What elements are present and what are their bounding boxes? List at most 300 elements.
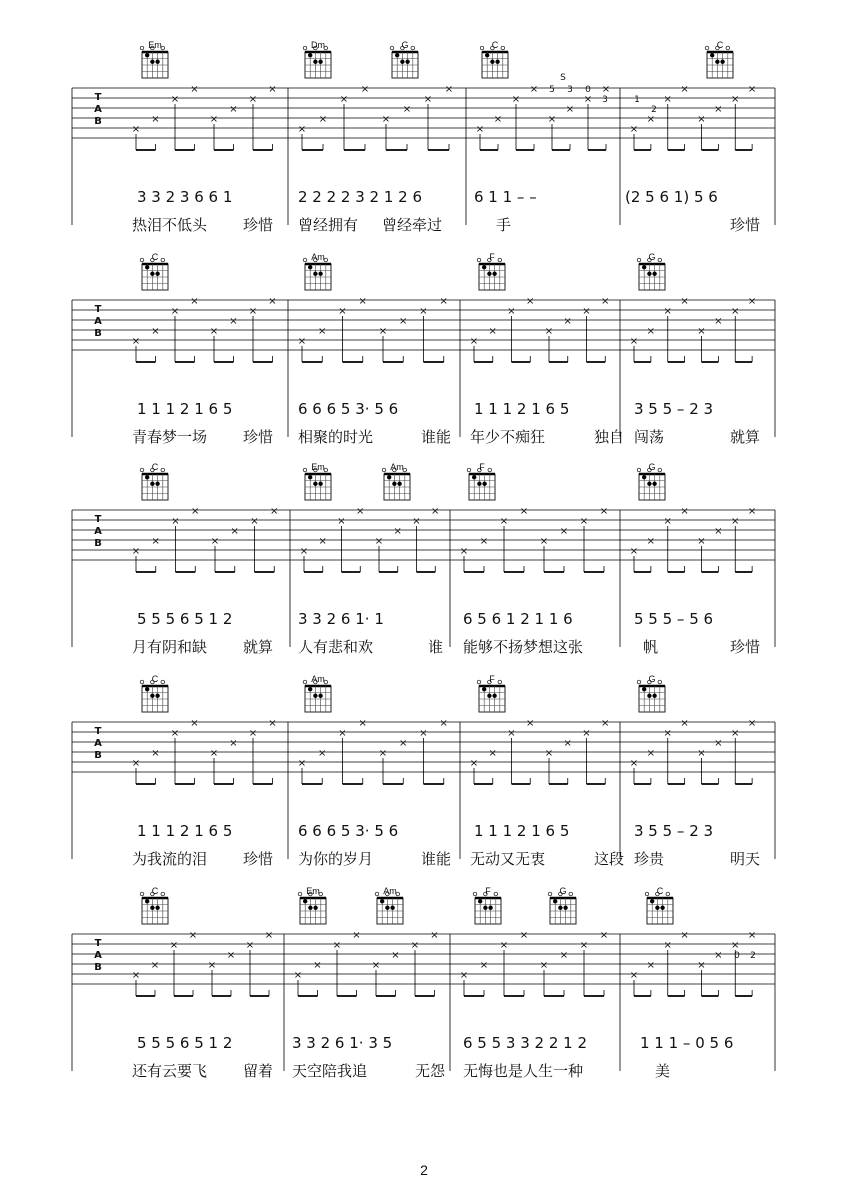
chord-dot: [150, 60, 154, 64]
tab-clef-a: A: [94, 950, 102, 961]
chord-dot: [145, 475, 149, 479]
tab-note: ×: [337, 516, 346, 527]
tab-note: ×: [563, 738, 572, 749]
tab-note: ×: [488, 326, 497, 337]
lyric: 明天: [730, 850, 761, 868]
lyric: 就算: [243, 638, 274, 656]
tab-note: ×: [412, 516, 421, 527]
chord-name: Am: [390, 462, 404, 472]
tab-note: ×: [299, 546, 309, 557]
system-2: [72, 252, 775, 446]
tab-note: ×: [583, 94, 593, 105]
open-string-mark: [477, 258, 481, 262]
tab-note: ×: [493, 114, 503, 125]
tab-note: ×: [579, 940, 589, 951]
lyric: 珍惜: [243, 428, 274, 446]
tab-clef-t: T: [94, 726, 102, 737]
tab-note: ×: [629, 758, 639, 769]
chord-dot: [715, 60, 719, 64]
chord-dot: [397, 482, 401, 486]
chord-dot: [660, 906, 664, 910]
tab-note: ×: [410, 940, 420, 951]
open-string-mark: [161, 258, 165, 262]
chord-dot: [155, 906, 159, 910]
tab-note: ×: [526, 718, 535, 729]
lyric: 珍惜: [243, 216, 274, 234]
chord-dot: [150, 694, 154, 698]
tab-note: ×: [697, 326, 706, 337]
open-string-mark: [645, 892, 649, 896]
chord-dot: [380, 899, 384, 903]
tab-note: ×: [747, 718, 757, 729]
tab-note: ×: [488, 748, 497, 759]
tab-note: ×: [318, 748, 327, 759]
open-string-mark: [658, 680, 662, 684]
tab-note: ×: [747, 84, 757, 95]
tab-note: ×: [475, 124, 485, 135]
tab-note: ×: [207, 960, 217, 971]
tab-clef-b: B: [94, 328, 102, 339]
tab-note: ×: [209, 326, 219, 337]
tab-note: ×: [565, 104, 575, 115]
tab-note: ×: [190, 296, 199, 307]
numbered-notation: 1 1 1 2 1 6 5: [474, 400, 570, 418]
tab-note: ×: [131, 970, 141, 981]
open-string-mark: [375, 892, 379, 896]
tab-fret-number: S: [560, 73, 566, 83]
tab-note: ×: [439, 296, 448, 307]
chord-name: C: [151, 886, 159, 896]
tab-fret-number: 2: [651, 105, 657, 115]
tab-note: ×: [539, 960, 549, 971]
chord-name: C: [151, 674, 159, 684]
tab-note: ×: [731, 516, 740, 527]
tab-note: ×: [714, 104, 723, 115]
open-string-mark: [548, 892, 552, 896]
tab-note: ×: [151, 326, 160, 337]
open-string-mark: [161, 680, 165, 684]
numbered-notation: 3 5 5 – 2 3: [634, 400, 714, 418]
open-string-mark: [303, 258, 307, 262]
tab-note: ×: [539, 536, 549, 547]
open-string-mark: [467, 468, 471, 472]
open-string-mark: [498, 680, 502, 684]
open-string-mark: [140, 468, 144, 472]
tab-note: ×: [559, 950, 569, 961]
open-string-mark: [390, 46, 394, 50]
lyric: 为你的岁月: [298, 850, 374, 868]
tab-note: ×: [714, 526, 723, 537]
tab-note: ×: [680, 930, 689, 941]
chord-dot: [387, 475, 391, 479]
tab-note: ×: [371, 960, 381, 971]
lyric: 珍惜: [730, 638, 761, 656]
lyric: 青春梦一场: [132, 428, 208, 446]
tab-note: ×: [170, 728, 180, 739]
open-string-mark: [298, 892, 302, 896]
tab-clef-t: T: [94, 304, 102, 315]
tab-note: ×: [352, 930, 361, 941]
tab-note: ×: [469, 336, 479, 347]
tab-note: ×: [444, 84, 454, 95]
tab-note: ×: [131, 546, 141, 557]
chord-dot: [155, 694, 159, 698]
tab-note: ×: [629, 546, 639, 557]
tab-note: ×: [459, 970, 469, 981]
open-string-mark: [382, 468, 386, 472]
open-string-mark: [488, 468, 492, 472]
lyric: 闯荡: [634, 428, 665, 446]
numbered-notation: 5 5 5 6 5 1 2: [137, 610, 233, 628]
tab-note: ×: [582, 306, 591, 317]
system-3: [72, 462, 775, 656]
tab-fret-number: 1: [634, 95, 640, 105]
tab-clef-a: A: [94, 738, 102, 749]
lyric: 无悔也是人生一种: [463, 1062, 584, 1080]
tab-note: ×: [697, 536, 706, 547]
tab-note: ×: [731, 940, 740, 951]
open-string-mark: [477, 680, 481, 684]
chord-dot: [150, 482, 154, 486]
chord-dot: [558, 906, 562, 910]
lyric: 相聚的时光: [298, 428, 374, 446]
open-string-mark: [480, 46, 484, 50]
chord-dot: [652, 482, 656, 486]
tab-clef-b: B: [94, 750, 102, 761]
open-string-mark: [140, 892, 144, 896]
chord-name: F: [485, 886, 491, 896]
tab-note: ×: [313, 960, 322, 971]
tab-note: ×: [170, 306, 180, 317]
chord-name: Am: [311, 252, 325, 262]
chord-dot: [720, 60, 724, 64]
tab-note: ×: [479, 960, 489, 971]
numbered-notation: 3 3 2 6 1· 1: [298, 610, 384, 628]
tab-clef-t: T: [94, 938, 102, 949]
chord-dot: [303, 899, 307, 903]
system-5: [72, 886, 775, 1080]
chord-dot: [313, 906, 317, 910]
tab-note: ×: [268, 296, 277, 307]
open-string-mark: [303, 468, 307, 472]
chord-dot: [477, 482, 481, 486]
tab-note: ×: [697, 748, 706, 759]
tab-note: ×: [547, 114, 557, 125]
tab-note: ×: [209, 114, 219, 125]
chord-name: F: [489, 674, 495, 684]
chord-dot: [642, 687, 646, 691]
tab-note: ×: [381, 114, 391, 125]
tab-note: ×: [599, 930, 609, 941]
chord-dot: [405, 60, 409, 64]
chord-dot: [308, 53, 312, 57]
tab-note: ×: [563, 316, 572, 327]
chord-name: C: [656, 886, 664, 896]
tab-note: ×: [601, 84, 611, 95]
numbered-notation: 2 2 2 2 3 2 1 2 6: [298, 188, 423, 206]
tab-note: ×: [526, 296, 535, 307]
chord-dot: [318, 694, 322, 698]
lyric: 帆: [643, 638, 659, 656]
open-string-mark: [498, 258, 502, 262]
numbered-notation: 3 5 5 – 2 3: [634, 822, 714, 840]
chord-name: F: [489, 252, 495, 262]
numbered-notation: 1 1 1 2 1 6 5: [137, 400, 233, 418]
chord-dot: [318, 482, 322, 486]
tab-note: ×: [646, 114, 656, 125]
tab-note: ×: [646, 326, 656, 337]
tab-note: ×: [579, 516, 589, 527]
lyric: 谁: [428, 638, 444, 656]
tab-note: ×: [393, 526, 402, 537]
tab-note: ×: [378, 326, 388, 337]
lyric: 就算: [730, 428, 761, 446]
tab-note: ×: [188, 930, 198, 941]
lyric: 无动又无衷: [470, 850, 546, 868]
chord-dot: [487, 272, 491, 276]
tab-note: ×: [747, 930, 757, 941]
open-string-mark: [140, 680, 144, 684]
tab-note: ×: [358, 718, 367, 729]
tab-note: ×: [268, 718, 277, 729]
tab-note: ×: [191, 506, 200, 517]
lyric: 手: [496, 216, 512, 234]
tab-note: ×: [268, 84, 277, 95]
tab-note: ×: [297, 758, 307, 769]
tab-note: ×: [629, 124, 639, 135]
tab-fret-number: 0: [585, 85, 591, 95]
tab-note: ×: [431, 506, 440, 517]
tab-note: ×: [150, 960, 160, 971]
numbered-notation: 5 5 5 – 5 6: [634, 610, 714, 628]
chord-dot: [483, 906, 487, 910]
lyric: 人有悲和欢: [298, 638, 374, 656]
lyric: 年少不痴狂: [470, 428, 546, 446]
tab-note: ×: [131, 124, 141, 135]
chord-dot: [318, 272, 322, 276]
tab-note: ×: [629, 970, 639, 981]
tab-note: ×: [663, 516, 672, 527]
tab-note: ×: [399, 316, 408, 327]
numbered-notation: 3 3 2 6 1· 3 5: [292, 1034, 393, 1052]
lyric: 月有阴和缺: [132, 638, 208, 656]
tab-note: ×: [430, 930, 439, 941]
tab-note: ×: [264, 930, 274, 941]
tab-note: ×: [544, 326, 554, 337]
tab-note: ×: [469, 758, 479, 769]
tab-note: ×: [131, 758, 141, 769]
chord-dot: [313, 60, 317, 64]
tab-note: ×: [229, 104, 238, 115]
tab-clef-a: A: [94, 316, 102, 327]
tab-note: ×: [519, 930, 529, 941]
chord-dot: [553, 899, 557, 903]
open-string-mark: [637, 258, 641, 262]
chord-dot: [308, 687, 312, 691]
open-string-mark: [726, 46, 730, 50]
tab-note: ×: [714, 950, 723, 961]
chord-dot: [482, 482, 486, 486]
tab-note: ×: [499, 516, 509, 527]
lyric: 留着: [243, 1062, 274, 1080]
chord-dot: [495, 60, 499, 64]
tab-note: ×: [338, 728, 347, 739]
tab-note: ×: [680, 296, 689, 307]
tab-fret-number: 0: [734, 951, 740, 961]
chord-dot: [155, 272, 159, 276]
tab-note: ×: [318, 536, 327, 547]
tab-note: ×: [332, 940, 342, 951]
chord-dot: [492, 272, 496, 276]
lyric: 珍惜: [730, 216, 761, 234]
tab-clef-b: B: [94, 538, 102, 549]
open-string-mark: [501, 46, 505, 50]
tab-note: ×: [170, 94, 180, 105]
tab-note: ×: [297, 124, 307, 135]
tab-clef-b: B: [94, 116, 102, 127]
tab-note: ×: [544, 748, 554, 759]
tab-note: ×: [663, 94, 672, 105]
open-string-mark: [473, 892, 477, 896]
tab-note: ×: [226, 950, 236, 961]
tab-note: ×: [151, 748, 160, 759]
chord-dot: [308, 906, 312, 910]
tab-note: ×: [229, 738, 238, 749]
tab-note: ×: [663, 728, 672, 739]
open-string-mark: [161, 468, 165, 472]
chord-dot: [647, 272, 651, 276]
numbered-notation: 6 5 6 1 2 1 1 6: [463, 610, 573, 628]
chord-dot: [145, 53, 149, 57]
tab-note: ×: [318, 326, 327, 337]
tab-note: ×: [731, 306, 740, 317]
chord-dot: [492, 694, 496, 698]
tab-note: ×: [378, 748, 388, 759]
tab-note: ×: [229, 316, 238, 327]
numbered-notation: 1 1 1 2 1 6 5: [137, 822, 233, 840]
tab-note: ×: [293, 970, 303, 981]
tab-clef-a: A: [94, 104, 102, 115]
chord-dot: [642, 265, 646, 269]
lyric: 还有云要飞: [132, 1062, 208, 1080]
tab-note: ×: [209, 748, 219, 759]
tab-note: ×: [270, 506, 279, 517]
chord-dot: [313, 482, 317, 486]
tab-note: ×: [511, 94, 521, 105]
tab-note: ×: [519, 506, 529, 517]
lyric: 为我流的泪: [132, 850, 208, 868]
chord-dot: [485, 53, 489, 57]
chord-dot: [308, 475, 312, 479]
tab-clef-t: T: [94, 92, 102, 103]
chord-dot: [155, 482, 159, 486]
tab-note: ×: [360, 84, 370, 95]
tab-note: ×: [680, 84, 689, 95]
chord-dot: [318, 60, 322, 64]
lyric: 珍贵: [634, 850, 665, 868]
tab-note: ×: [479, 536, 489, 547]
numbered-notation: 6 6 6 5 3· 5 6: [298, 822, 399, 840]
tab-clef-a: A: [94, 526, 102, 537]
tab-note: ×: [714, 316, 723, 327]
tab-note: ×: [731, 94, 740, 105]
tab-fret-number: 2: [750, 951, 756, 961]
chord-dot: [313, 694, 317, 698]
open-string-mark: [637, 468, 641, 472]
tab-note: ×: [601, 296, 610, 307]
lyric: 谁能: [421, 850, 452, 868]
tab-note: ×: [499, 940, 509, 951]
tab-note: ×: [459, 546, 469, 557]
lyric: 谁能: [421, 428, 452, 446]
tab-note: ×: [171, 516, 180, 527]
chord-dot: [400, 60, 404, 64]
chord-dot: [150, 272, 154, 276]
tab-note: ×: [419, 306, 428, 317]
tab-note: ×: [646, 536, 656, 547]
tab-note: ×: [747, 506, 757, 517]
chord-dot: [145, 687, 149, 691]
tab-fret-number: 3: [567, 85, 573, 95]
chord-dot: [395, 53, 399, 57]
chord-name: Em: [311, 462, 325, 472]
tab-note: ×: [663, 306, 672, 317]
lyric: 这段: [594, 850, 625, 868]
chord-name: G: [648, 252, 656, 262]
tab-note: ×: [399, 738, 408, 749]
chord-name: G: [401, 40, 409, 50]
open-string-mark: [658, 258, 662, 262]
tab-note: ×: [230, 526, 239, 537]
tab-note: ×: [297, 336, 307, 347]
system-1: [72, 40, 775, 234]
chord-name: G: [648, 674, 656, 684]
chord-dot: [647, 694, 651, 698]
page-number: 2: [420, 1162, 428, 1178]
tab-note: ×: [559, 526, 569, 537]
chord-name: G: [559, 886, 567, 896]
open-string-mark: [637, 680, 641, 684]
chord-dot: [710, 53, 714, 57]
lyric: 独自: [594, 428, 625, 446]
tab-note: ×: [339, 94, 349, 105]
numbered-notation: 1 1 1 – 0 5 6: [640, 1034, 734, 1052]
tab-note: ×: [582, 728, 591, 739]
chord-name: C: [491, 40, 499, 50]
tab-note: ×: [507, 306, 516, 317]
chord-name: Dm: [311, 40, 325, 50]
tab-clef-t: T: [94, 514, 102, 525]
chord-name: G: [648, 462, 656, 472]
chord-dot: [482, 687, 486, 691]
tab-note: ×: [646, 960, 656, 971]
chord-name: Am: [311, 674, 325, 684]
lyric: 曾经拥有: [298, 216, 359, 234]
numbered-notation: 6 5 5 3 3 2 2 1 2: [463, 1034, 588, 1052]
tab-note: ×: [190, 718, 199, 729]
tab-note: ×: [601, 718, 610, 729]
chord-dot: [655, 906, 659, 910]
open-string-mark: [705, 46, 709, 50]
chord-dot: [482, 265, 486, 269]
chord-dot: [385, 906, 389, 910]
tab-note: ×: [529, 84, 539, 95]
chord-name: Em: [306, 886, 320, 896]
chord-dot: [392, 482, 396, 486]
lyric: 无怨: [415, 1062, 446, 1080]
open-string-mark: [303, 46, 307, 50]
tab-note: ×: [245, 940, 255, 951]
